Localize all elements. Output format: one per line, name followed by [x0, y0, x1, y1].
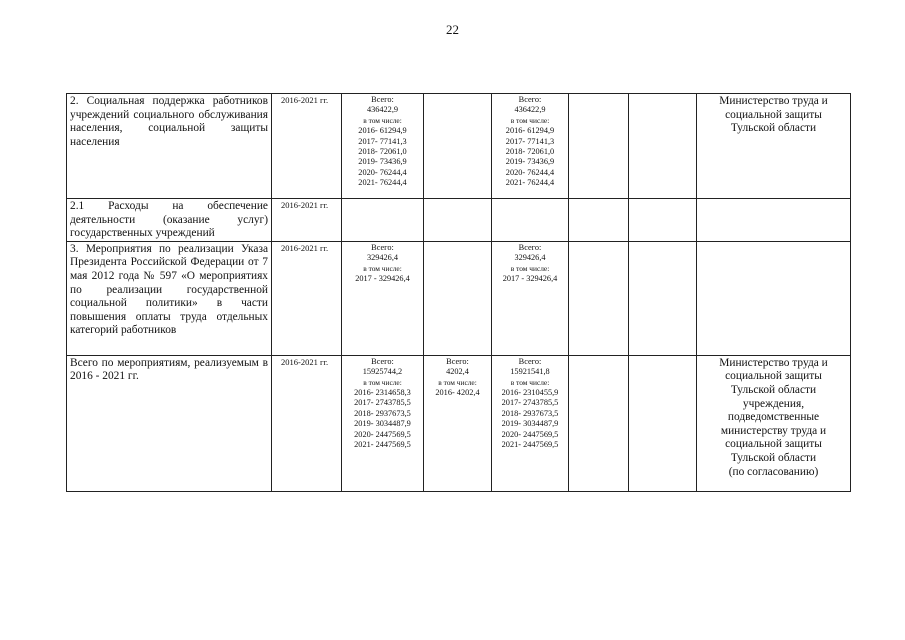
regional-funding-cell	[492, 241, 569, 355]
local-funding-cell	[569, 94, 629, 199]
amount-year-line: 2018- 2937673,5	[354, 408, 411, 418]
responsible-line: социальной защиты	[725, 370, 822, 383]
amount-sum: 15921541,8	[510, 367, 550, 377]
amount-including-label: в том числе:	[510, 377, 550, 387]
amount-year-line: 2021- 76244,4	[358, 178, 407, 188]
federal-funding-cell	[424, 94, 492, 199]
amount-year-line: 2019- 3034487,9	[501, 419, 559, 429]
responsible-line: Тульской области	[730, 383, 817, 396]
other-funding-cell	[629, 241, 697, 355]
responsible-executor	[697, 241, 851, 355]
responsible-line: учреждения,	[742, 397, 805, 410]
responsible-line: Министерство труда и	[719, 356, 828, 369]
activity-name: 3. Мероприятия по реализации Указа Президента Российской Федерации от 7 мая 2012 года № 597 «О мероприятиях по реализации государственной социальной политики» в части повышения оплаты труда отдельных категорий работников	[67, 241, 272, 355]
amount-heading: Всего:	[518, 356, 542, 366]
implementation-period: 2016-2021 гг.	[272, 355, 342, 491]
total-funding-cell	[342, 241, 424, 355]
amount-year-line: 2021- 76244,4	[505, 178, 555, 188]
total-funding-cell	[342, 94, 424, 199]
table-row	[67, 94, 851, 199]
responsible-line: Тульской области	[730, 122, 817, 135]
total-funding-cell	[342, 355, 424, 491]
amount-year-line: 2017- 77141,3	[505, 136, 555, 146]
responsible-line: министерству труда и	[720, 424, 827, 437]
page-number: 22	[446, 22, 459, 37]
amount-year-line: 2021- 2447569,5	[354, 440, 411, 450]
responsible-executor	[697, 94, 851, 199]
regional-funding-cell	[492, 355, 569, 491]
table-row	[67, 241, 851, 355]
amount-year-line: 2016- 2310455,9	[501, 388, 559, 397]
activity-name: Всего по мероприятиям, реализуемым в 2016 - 2021 гг.	[67, 355, 272, 491]
responsible-line: социальной защиты	[725, 438, 822, 451]
amount-including-label: в том числе:	[510, 115, 550, 125]
amount-year-line: 2020- 2447569,5	[354, 429, 411, 439]
amount-year-line: 2017- 2743785,5	[354, 398, 411, 408]
amount-year-line: 2021- 2447569,5	[501, 440, 559, 450]
activity-name: 2. Социальная поддержка работников учреждений социального обслуживания населения, социальной защиты населения	[67, 94, 272, 199]
program-funding-table	[66, 93, 851, 492]
amount-year-line: 2020- 76244,4	[358, 167, 407, 177]
responsible-line: Министерство труда и	[719, 95, 828, 107]
responsible-line: (по согласованию)	[728, 465, 819, 478]
amount-year-line: 2018- 72061,0	[505, 147, 555, 157]
amount-heading: Всего:	[518, 242, 542, 252]
amount-sum: 436422,9	[366, 105, 399, 115]
amount-heading: Всего:	[371, 95, 394, 104]
amount-year-line: 2016- 61294,9	[505, 126, 555, 136]
amount-year-line: 2019- 73436,9	[358, 157, 407, 167]
amount-year-line: 2016- 4202,4	[435, 388, 480, 397]
regional-funding-cell	[492, 199, 569, 242]
amount-year-line: 2018- 2937673,5	[501, 408, 559, 418]
implementation-period: 2016-2021 гг.	[272, 241, 342, 355]
amount-including-label: в том числе:	[363, 263, 402, 273]
amount-including-label: в том числе:	[363, 115, 402, 125]
local-funding-cell	[569, 199, 629, 242]
other-funding-cell	[629, 355, 697, 491]
amount-sum: 436422,9	[514, 105, 546, 115]
local-funding-cell	[569, 355, 629, 491]
amount-year-line: 2017 - 329426,4	[502, 274, 558, 283]
amount-year-line: 2020- 2447569,5	[501, 429, 559, 439]
federal-funding-cell	[424, 241, 492, 355]
regional-funding-cell	[492, 94, 569, 199]
other-funding-cell	[629, 94, 697, 199]
amount-year-line: 2017- 2743785,5	[501, 398, 559, 408]
responsible-line: подведомственные	[727, 411, 820, 424]
federal-funding-cell	[424, 355, 492, 491]
responsible-line: социальной защиты	[725, 108, 822, 121]
table-row	[67, 199, 851, 242]
amount-year-line: 2016- 2314658,3	[354, 388, 411, 397]
amount-year-line: 2018- 72061,0	[358, 147, 407, 157]
amount-including-label: в том числе:	[438, 377, 477, 387]
amount-sum: 15925744,2	[362, 367, 403, 377]
table-row	[67, 355, 851, 491]
amount-heading: Всего:	[371, 242, 394, 252]
amount-sum: 4202,4	[446, 367, 469, 377]
amount-year-line: 2019- 3034487,9	[354, 419, 411, 429]
amount-heading: Всего:	[518, 95, 542, 104]
implementation-period: 2016-2021 гг.	[272, 199, 342, 242]
implementation-period: 2016-2021 гг.	[272, 94, 342, 199]
amount-heading: Всего:	[446, 356, 469, 366]
amount-year-line: 2019- 73436,9	[505, 157, 555, 167]
amount-year-line: 2017- 77141,3	[358, 136, 407, 146]
federal-funding-cell	[424, 199, 492, 242]
amount-sum: 329426,4	[514, 253, 546, 263]
amount-including-label: в том числе:	[510, 263, 550, 273]
responsible-executor	[697, 355, 851, 491]
activity-name: 2.1 Расходы на обеспечение деятельности (оказание услуг) государственных учреждений	[67, 199, 272, 242]
amount-including-label: в том числе:	[363, 377, 402, 387]
other-funding-cell	[629, 199, 697, 242]
responsible-line: Тульской области	[730, 451, 817, 464]
local-funding-cell	[569, 241, 629, 355]
total-funding-cell	[342, 199, 424, 242]
amount-year-line: 2017 - 329426,4	[355, 274, 410, 283]
responsible-executor	[697, 199, 851, 242]
amount-year-line: 2020- 76244,4	[505, 167, 555, 177]
amount-sum: 329426,4	[366, 253, 399, 263]
amount-year-line: 2016- 61294,9	[358, 126, 407, 136]
amount-heading: Всего:	[371, 356, 394, 366]
